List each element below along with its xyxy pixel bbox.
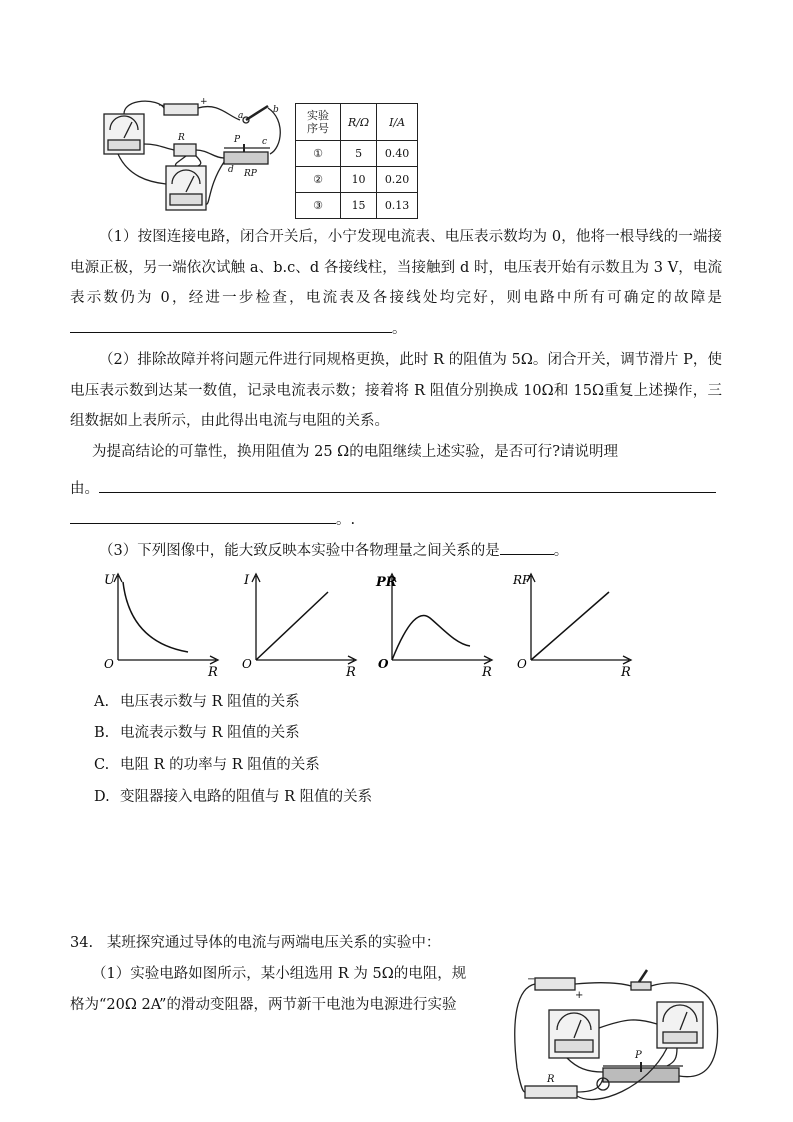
table-header: 实验 序号 xyxy=(296,104,341,141)
label-rp: RP xyxy=(244,169,257,179)
label-p: P xyxy=(635,1050,642,1061)
option-d[interactable] xyxy=(94,785,372,806)
label-r: R xyxy=(547,1074,555,1085)
table-cell: ③ xyxy=(296,193,341,219)
table-row xyxy=(296,193,418,219)
table-cell: ② xyxy=(296,167,341,193)
label-p: P xyxy=(234,135,241,145)
label-r: R xyxy=(178,133,185,143)
question-1-text: （1）按图连接电路，闭合开关后，小宁发现电流表、电压表示数均为 0，他将一根导线的一端接电源正极，另一端依次试触 a、b.c、d 各接线柱，当接触到 d 时，电压表开始有示数且为 3 V，电流表示数仍为 0，经进一步检查，电流表及各接线处均完好，则电路中所有可确定的故障是 xyxy=(70,229,722,306)
option-c-label: C. xyxy=(94,757,110,773)
question-3 xyxy=(70,536,722,567)
axis-origin: O xyxy=(378,657,389,671)
answer-blank-1[interactable] xyxy=(70,315,392,333)
option-b[interactable] xyxy=(94,721,300,742)
question-34-number: 34. xyxy=(70,935,94,951)
table-row xyxy=(296,141,418,167)
axis-x: R xyxy=(482,665,492,680)
axis-y: U xyxy=(104,573,115,588)
option-a[interactable] xyxy=(94,690,300,711)
table-cell: 5 xyxy=(341,141,377,167)
question-1 xyxy=(70,222,722,344)
table-header: I/A xyxy=(377,104,418,141)
question-2-line3 xyxy=(70,474,722,505)
question-2-line2: 为提高结论的可靠性，换用阻值为 25 Ω的电阻继续上述实验，是否可行?请说明理 xyxy=(92,444,618,460)
axis-y: I xyxy=(244,573,250,588)
label-d: d xyxy=(228,165,234,175)
option-b-text: 电流表示数与 R 阻值的关系 xyxy=(120,725,300,741)
graph-c xyxy=(372,568,497,680)
table-cell: 10 xyxy=(341,167,377,193)
option-c-text: 电阻 R 的功率与 R 阻值的关系 xyxy=(120,757,320,773)
question-2-text: （2）排除故障并将问题元件进行同规格更换，此时 R 的阻值为 5Ω。闭合开关，调节滑片 P，使电压表示数到达某一数值，记录电流表示数；接着将 R 阻值分别换成 10Ω和 15Ω重复上述操作，三组数据如上表所示，由此得出电流与电阻的关系。 xyxy=(70,352,722,429)
table-cell: 0.13 xyxy=(377,193,418,219)
question-34-line1: （1）实验电路如图所示，某小组选用 R 为 5Ω的电阻，规 xyxy=(92,966,467,982)
table-header-row xyxy=(296,104,418,141)
option-a-text: 电压表示数与 R 阻值的关系 xyxy=(120,694,300,710)
graph-b xyxy=(236,568,361,680)
answer-blank-2b[interactable] xyxy=(70,506,336,524)
circuit-diagram-2 xyxy=(507,968,725,1118)
question-2 xyxy=(70,345,722,437)
option-b-label: B. xyxy=(94,725,110,741)
table-row xyxy=(296,167,418,193)
label-c: c xyxy=(262,137,268,147)
question-3-end: 。 xyxy=(553,543,569,559)
label-minus: − xyxy=(527,974,536,985)
question-34-title: 某班探究通过导体的电流与两端电压关系的实验中： xyxy=(106,935,441,951)
circuit-diagram-1 xyxy=(98,96,288,220)
label-plus: + xyxy=(575,990,584,1001)
answer-blank-3[interactable] xyxy=(500,537,554,555)
axis-x: R xyxy=(208,665,218,680)
question-2-line4 xyxy=(70,505,722,536)
graph-a xyxy=(98,568,223,680)
label-b: b xyxy=(273,105,279,115)
axis-origin: O xyxy=(517,657,527,671)
table-header: R/Ω xyxy=(341,104,377,141)
question-2-end: 。. xyxy=(336,512,356,528)
axis-x: R xyxy=(346,665,356,680)
question-3-text: （3）下列图像中，能大致反映本实验中各物理量之间关系的是 xyxy=(99,543,500,559)
graph-d xyxy=(511,568,636,680)
question-1-end: 。 xyxy=(392,320,407,337)
label-plus: + xyxy=(200,97,208,107)
table-cell: 15 xyxy=(341,193,377,219)
label-a: a xyxy=(238,111,244,121)
question-34-heading xyxy=(70,931,440,952)
data-table xyxy=(295,103,418,219)
table-cell: 0.40 xyxy=(377,141,418,167)
axis-y: RP xyxy=(513,573,531,587)
option-a-label: A. xyxy=(94,694,110,710)
axis-origin: O xyxy=(242,657,252,671)
question-2-reason-label: 由。 xyxy=(70,481,99,497)
option-c[interactable] xyxy=(94,753,320,774)
label-minus: − xyxy=(158,101,166,111)
table-cell: 0.20 xyxy=(377,167,418,193)
axis-x: R xyxy=(621,665,631,680)
axis-origin: O xyxy=(104,657,114,671)
axis-y: PR xyxy=(376,575,397,590)
answer-blank-2a[interactable] xyxy=(99,475,716,493)
question-34-line2: 格为“20Ω 2A”的滑动变阻器，两节新干电池为电源进行实验 xyxy=(70,997,457,1013)
table-cell: ① xyxy=(296,141,341,167)
option-d-label: D. xyxy=(94,789,110,805)
option-d-text: 变阻器接入电路的阻值与 R 阻值的关系 xyxy=(120,789,373,805)
